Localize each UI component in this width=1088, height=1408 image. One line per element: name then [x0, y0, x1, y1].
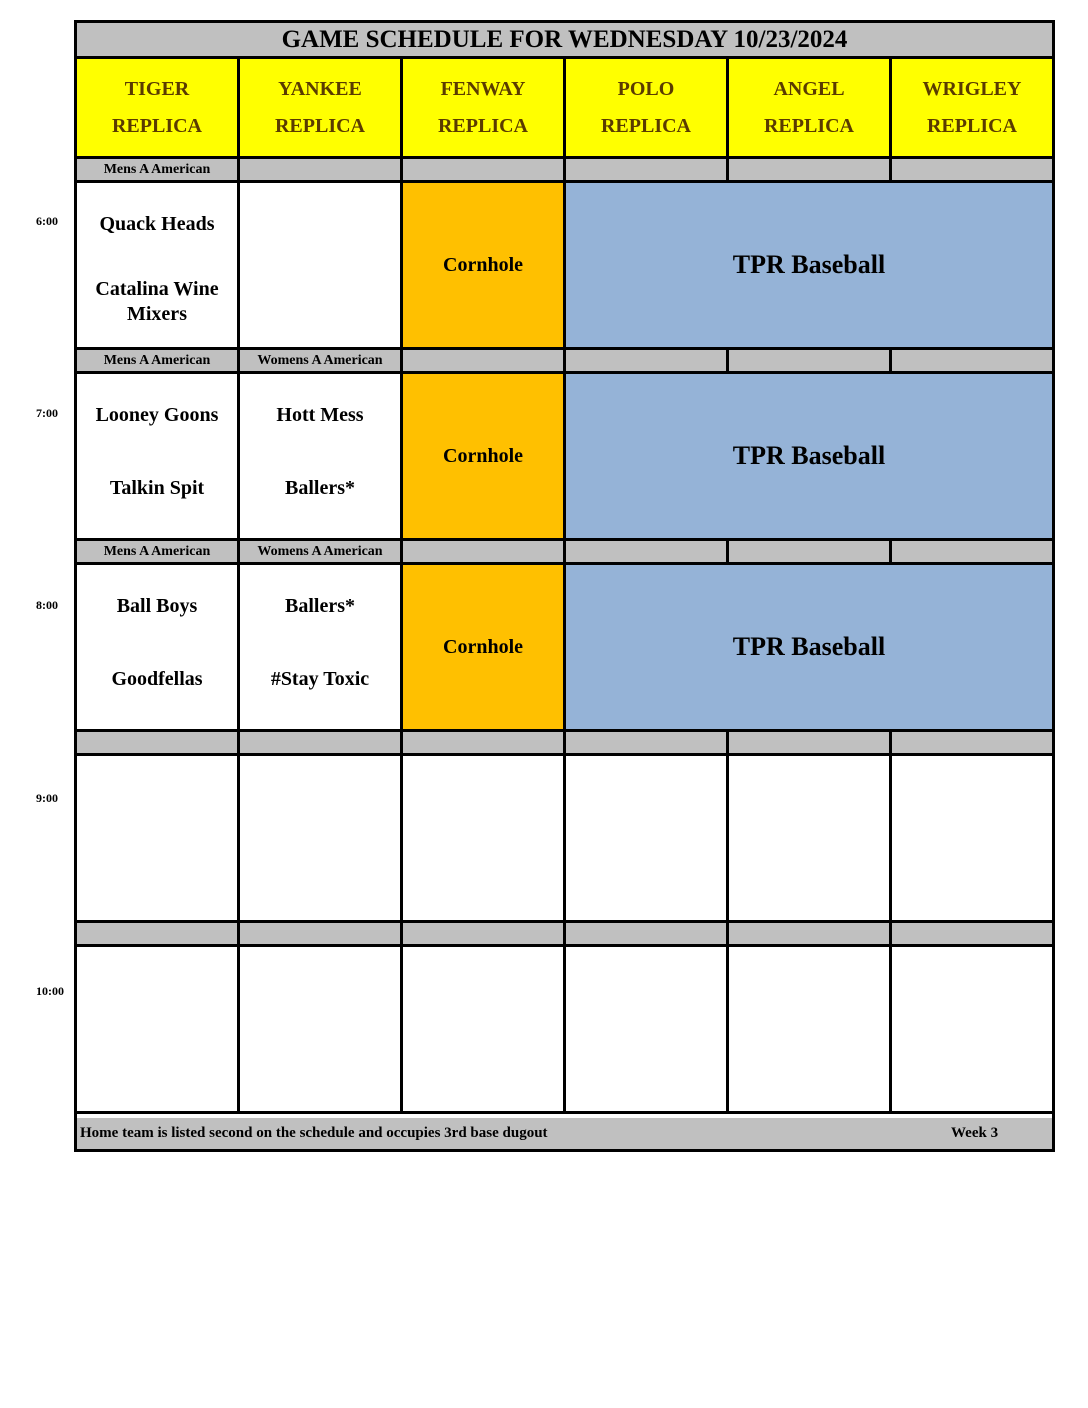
- empty-cell: [77, 756, 240, 920]
- division-row: [77, 732, 1052, 756]
- empty-cell: [729, 947, 892, 1111]
- empty-cell: [566, 947, 729, 1111]
- time-label-7: 7:00: [36, 406, 58, 420]
- division-label: [403, 159, 566, 180]
- time-slot-row: [77, 756, 1052, 923]
- week-label: Week 3: [951, 1125, 999, 1141]
- field-sub: REPLICA: [763, 114, 854, 137]
- time-label-6: 6:00: [36, 214, 58, 228]
- away-team: Hott Mess: [276, 404, 364, 426]
- field-name: FENWAY: [440, 77, 526, 100]
- home-team: Catalina Wine Mixers: [95, 278, 219, 325]
- empty-cell: [892, 756, 1052, 920]
- division-label: [77, 923, 240, 944]
- away-team: Looney Goons: [95, 404, 219, 426]
- division-label: [403, 541, 566, 562]
- game-cell-tiger: [77, 374, 240, 538]
- cornhole-cell: Cornhole: [403, 565, 566, 729]
- division-label: Womens A American: [240, 541, 403, 562]
- schedule-table: [74, 20, 1055, 1152]
- away-team: Ball Boys: [116, 595, 198, 617]
- division-label: [729, 923, 892, 944]
- division-label: Mens A American: [77, 159, 240, 180]
- tpr-baseball-block: TPR Baseball: [566, 183, 1052, 347]
- division-label: [729, 350, 892, 371]
- division-label: [403, 350, 566, 371]
- cornhole-cell: Cornhole: [403, 374, 566, 538]
- division-label: Womens A American: [240, 350, 403, 371]
- field-header-wrigley: [892, 59, 1052, 156]
- division-label: [403, 923, 566, 944]
- footer-bar: [77, 1118, 1052, 1149]
- field-sub: REPLICA: [111, 114, 202, 137]
- tpr-baseball-block: TPR Baseball: [566, 565, 1052, 729]
- field-name: ANGEL: [773, 77, 845, 100]
- empty-cell: [729, 756, 892, 920]
- field-name: YANKEE: [278, 77, 362, 100]
- division-label: Mens A American: [77, 350, 240, 371]
- field-header-polo: [566, 59, 729, 156]
- division-label: Mens A American: [77, 541, 240, 562]
- division-label: [892, 541, 1052, 562]
- division-label: [240, 159, 403, 180]
- home-team: Talkin Spit: [109, 477, 205, 499]
- empty-cell: [403, 947, 566, 1111]
- division-label: [892, 159, 1052, 180]
- game-cell-yankee: [240, 374, 403, 538]
- division-label: [240, 923, 403, 944]
- field-sub: REPLICA: [274, 114, 365, 137]
- division-label: [240, 732, 403, 753]
- tpr-baseball-block: TPR Baseball: [566, 374, 1052, 538]
- time-label-8: 8:00: [36, 598, 58, 612]
- field-name: POLO: [617, 77, 675, 100]
- division-label: [566, 541, 729, 562]
- time-label-9: 9:00: [36, 791, 58, 805]
- division-label: [729, 732, 892, 753]
- empty-cell: [240, 947, 403, 1111]
- field-name: TIGER: [124, 77, 190, 100]
- division-label: [566, 923, 729, 944]
- field-header-row: [77, 59, 1052, 159]
- field-header-angel: [729, 59, 892, 156]
- home-team: Goodfellas: [111, 668, 203, 690]
- field-header-yankee: [240, 59, 403, 156]
- division-label: [403, 732, 566, 753]
- empty-cell: [77, 947, 240, 1111]
- field-sub: REPLICA: [437, 114, 528, 137]
- away-team: Ballers*: [285, 595, 355, 617]
- empty-cell: [403, 756, 566, 920]
- division-row: [77, 159, 1052, 183]
- division-label: [892, 732, 1052, 753]
- schedule-title: GAME SCHEDULE FOR WEDNESDAY 10/23/2024: [77, 23, 1052, 59]
- empty-cell: [566, 756, 729, 920]
- field-sub: REPLICA: [600, 114, 691, 137]
- field-sub: REPLICA: [926, 114, 1017, 137]
- division-label: [729, 159, 892, 180]
- time-label-10: 10:00: [36, 984, 64, 998]
- home-team: Ballers*: [285, 477, 355, 499]
- cornhole-cell: Cornhole: [403, 183, 566, 347]
- time-slot-row: [77, 374, 1052, 541]
- division-label: [892, 923, 1052, 944]
- game-cell-tiger: [77, 183, 240, 347]
- division-label: [892, 350, 1052, 371]
- field-header-tiger: [77, 59, 240, 156]
- footer-note: Home team is listed second on the schedule and occupies 3rd base dugout: [80, 1125, 548, 1141]
- field-name: WRIGLEY: [922, 77, 1022, 100]
- division-row: [77, 350, 1052, 374]
- game-cell-yankee: [240, 183, 403, 347]
- division-label: [77, 732, 240, 753]
- time-slot-row: [77, 947, 1052, 1114]
- time-slot-row: [77, 565, 1052, 732]
- division-label: [729, 541, 892, 562]
- field-header-fenway: [403, 59, 566, 156]
- empty-cell: [892, 947, 1052, 1111]
- division-label: [566, 159, 729, 180]
- home-team: #Stay Toxic: [270, 668, 370, 690]
- empty-cell: [240, 756, 403, 920]
- time-slot-row: [77, 183, 1052, 350]
- game-cell-yankee: [240, 565, 403, 729]
- division-label: [566, 350, 729, 371]
- away-team: Quack Heads: [99, 213, 215, 235]
- division-row: [77, 923, 1052, 947]
- game-cell-tiger: [77, 565, 240, 729]
- division-label: [566, 732, 729, 753]
- division-row: [77, 541, 1052, 565]
